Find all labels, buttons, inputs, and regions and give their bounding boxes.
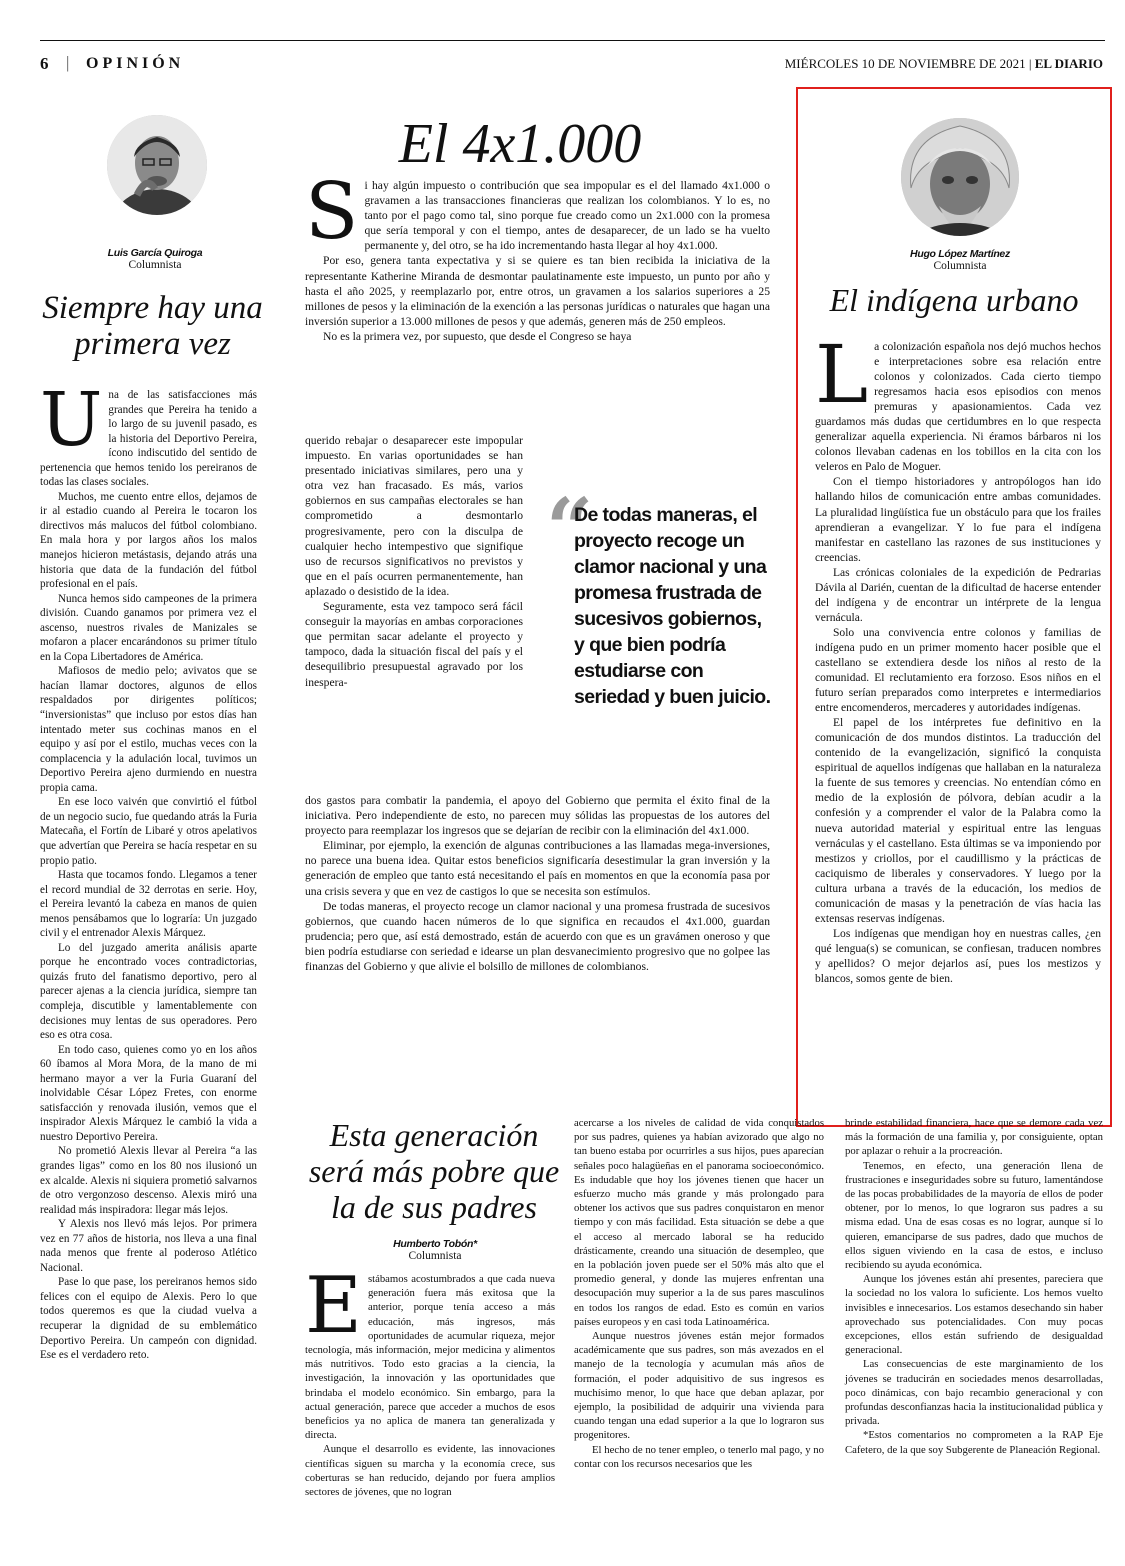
right-byline (855, 248, 1065, 272)
lower-article-col3: brinde estabilidad financiera, hace que se demore cada vez más la formación de una familia y, por consiguiente, optan por aplazar o rehuir a la procreación. Tenemos, en efecto, una generación llena de frustraciones e inseguridades sobre su futuro, lamentándose de las pocas probabilidades de la mayoría de ellos de poder obtener, por lo menos, lo que lograron sus padres a su misma edad. Una de esas cosas es no lograr, aunque sí lo quieren, emanciparse de sus padres, dado que muchos de ellos siguen viviendo en la casa de estos, e incluso recibiendo su ayuda económica. Aunque los jóvenes están ahí presentes, pareciera que la sociedad no los valora lo suficiente. Los hemos vuelto invisibles e innecesarios. Los estamos desechando sin haber aprovechado sus potencialidades. Con muy pocas excepciones, ellos están sufriendo de desigualdad generacional. Las consecuencias de este marginamiento de los jóvenes se traducirán en sociedades menos desarrolladas, poco dinámicas, con bajo recambio generacional y con profundas desconfianzas hacia la institucionalidad pública y privada. *Estos comentarios no comprometen a la RAP Eje Cafetero, de la que soy Subgerente de Planeación Regional. (845, 1117, 1103, 1456)
quote-mark-icon: “ (546, 481, 594, 577)
header-separator: | (66, 53, 70, 72)
right-article-body: La colonización española nos dejó muchos hechos e interpretaciones sobre esa relación entre colonos y colonizados. Cada cierto tiempo regresamos hacia esos episodios con menos premuras y apasionamientos. Cada vez guardamos más dudas que certidumbres en lo que respecta generalizar aquella experiencia. Ni éramos bárbaros ni los colonos llevaban cadenas en los tobillos en la cita con los veleros en Palo de Moguer. Con el tiempo historiadores y antropólogos han ido hallando hilos de comunicación entre ambas comunidades. La pluralidad lingüística fue un obstáculo para que los frailes aprendieran a evangelizar. Y lo fue para el indígena manifestar en castellano las razones de sus instituciones y creencias. Las crónicas coloniales de la expedición de Pedrarias Dávila al Darién, cuentan de la dificultad de hacerse entender del indígena y de encontrar un intérprete de la lengua vernácula. Solo una convivencia entre colonos y familias de indígena pudo en un primer momento hacer posible que el castellano se extendiera desde los niños al resto de la comunidad. El reclutamiento era forzoso. Esos niños en el futuro serían preparados como interpretes e intermediarios entre encomenderos, mercaderes y autoridades indígenas. El papel de los intérpretes fue definitivo en la comunicación de dos mundos distintos. La traducción del contenido de la evangelización, significó la conquista espiritual de aquellos indígenas que hallaban en la naturaleza la fuente de sus temores y creencias. No entendían cómo en medio de la explosión de pólvora, debían acudir a la confesión y a comprender el valor de la Palabra como la nueva autoridad material y espiritual entre las lenguas vernáculas y el castellano. Esta últimas se va imponiendo por mestizos y criollos, por el caudillismo y la prácticas de caciquismo de liberales y conservadores. Y luego por la cultura urbana a través de la educación, los medios de comunicación de masas y la penetración de vías hacia las extensas reservas indígenas. Los indígenas que mendigan hoy en nuestras calles, ¿en qué lengua(s) se comunican, se confiesan, traducen nombres y apellidos? O mejor dejarlos así, pues los mestizos y blancos, somos gente de bien. (815, 328, 1101, 985)
left-byline (55, 247, 255, 271)
avatar (901, 118, 1019, 236)
drop-cap: L (815, 328, 869, 421)
footnote: *Estos comentarios no comprometen a la RAP Eje Cafetero, de la que soy Subgerente de Planeación Regional. (845, 1429, 1103, 1456)
editorial-body-narrow: querido rebajar o desaparecer este impopular impuesto. En varias oportunidades se han presentado iniciativas similares, pero una y otra vez han fracasado. Es más, varios gobiernos en sus campañas electorales se han comprometido a desmontarlo progresivamente, pero con la disculpa de cualquier hecho intempestivo que signifique uso de recursos significativos no previstos y que en el país ocurren permanentemente, han aplazado o desistido de la idea. Seguramente, esta vez tampoco será fácil conseguir la mayorías en ambas corporaciones que permitan sacar adelante el proyecto y tampoco, dada la situación fiscal del país y el desequilibrio presupuestal agravado por los inespera- (305, 434, 523, 689)
article-title: Esta generación será más pobre que la de sus padres (308, 1117, 560, 1225)
publication-date: MIÉRCOLES 10 DE NOVIEMBRE DE 2021 (784, 56, 1026, 71)
pull-quote: De todas maneras, el proyecto recoge un clamor nacional y una promesa frustrada de sucesivos gobiernos, y que bien podría estudiarse con seriedad y buen juicio. (574, 504, 771, 708)
avatar (107, 115, 207, 215)
lower-article-col2: acercarse a los niveles de calidad de vida conquistados por sus padres, quienes ya habían avizorado que algo no tan bueno estaba por ocurrirles a sus hijos, pues aparecían señales poco halagüeñas en el panorama socioeconómico. Es indudable que hoy los jóvenes tienen que hacer un esfuerzo mucho más grande y más prolongado para obtener los activos que sus padres conquistaron en menor tiempo y con más facilidad. Esta situación se debe a que el acceso al mercado laboral se ha reducido drásticamente, creando una situación de desempleo, que en la población joven puede ser el 50% más alto que el promedio general, y donde las mujeres enfrentan una desocupación muy superior a la de sus pares masculinos en todos los rangos de edad. Esto es común en varios países europeos y en casi toda Latinoamérica. Aunque nuestros jóvenes están mejor formados académicamente que sus padres, son más avezados en el manejo de la tecnología y acumulan más años de formación, el poder adquisitivo de sus ingresos es muchísimo menor, lo que hace que deban aplazar, por ejemplo, la posibilidad de adquirir una vivienda para cuando tengan una edad superior a la que lo lograron sus progenitores. El hecho de no tener empleo, o tenerlo mal pago, y no contar con los recursos necesarios que les (574, 1117, 824, 1470)
article-title: El indígena urbano (829, 282, 1079, 318)
drop-cap: U (40, 377, 103, 463)
header-rule (40, 40, 1105, 41)
lower-byline (330, 1238, 540, 1262)
author-role: Columnista (408, 1250, 462, 1262)
page-number: 6 (40, 54, 49, 73)
article-title: Siempre hay una primera vez (42, 290, 263, 362)
header-date-line: MIÉRCOLES 10 DE NOVIEMBRE DE 2021 | EL DIARIO (784, 56, 1103, 71)
author-role: Columnista (128, 259, 182, 271)
editorial-title: El 4x1.000 (398, 113, 642, 175)
section-name: OPINIÓN (86, 55, 185, 72)
drop-cap: S (305, 167, 359, 257)
left-article-body: Una de las satisfacciones más grandes que Pereira ha tenido a lo largo de su juvenil pasado, es la historia del Deportivo Pereira, ícono indiscutido del sentido de pertenencia que hemos tenido los pereiranos de todas las clases sociales. Muchos, me cuento entre ellos, dejamos de ir al estadio cuando al Pereira le tocaron los directivos más malucos del fútbol colombiano. En mala hora y por largos años los malos manejos hicieron metástasis, dejando atrás una historia que data de la fundación del fútbol profesional en el país. Nunca hemos sido campeones de la primera división. Cuando ganamos por primera vez el ascenso, nuestros rivales de Manizales se mofaron a placer encarándonos su primer título en la Copa Libertadores de América. Mafiosos de medio pelo; avivatos que se hacían llamar doctores, algunos de ellos respaldados por dirigentes políticos; “inversionistas” que incluso por estos días han intentado meter sus cochinas manos en el equipo y así por el estilo, muchas veces con la complacencia y la adulación local, tuvimos un Deportivo Pereira ajeno durmiendo en nuestra propia cama. En ese loco vaivén que convirtió el fútbol de un negocio sucio, fue quedando atrás la Furia Matecaña, el Fortín de Libaré y otros apelativos que advertían que Pereira se hacía respetar en su propio patio. Hasta que tocamos fondo. Llegamos a tener el record mundial de 32 derrotas en serie. Hoy, el Pereira levantó la cabeza en manos de quien menos pensábamos que lo lograría: Un juzgado civil y el entrenador Alexis Márquez. Lo del juzgado amerita análisis aparte porque he encontrado voces contradictorias, quizás fruto del fanatismo deportivo, pero al parecer ajenas a la ciencia jurídica, siempre tan compleja, discutible y lamentablemente con decisiones muy lentas de sus operadores. Pero eso es otra cosa. En todo caso, quienes como yo en los años 60 íbamos al Mora Mora, de la mano de mi hermano mayor a ver la Furia Guaraní del inolvidable César López Fretes, con enorme satisfacción y renovada ilusión, vemos que el inspirador Alexis Márquez le cambió la vida a nuestro Deportivo Pereira. No prometió Alexis llevar al Pereira “a las grandes ligas” como en los 80 nos ilusionó un ex alcalde. Alexis ni siquiera prometió salvarnos de otro vergonzoso descenso. Alexis miró una realidad más inspiradora: llegar más lejos. Y Alexis nos llevó más lejos. Por primera vez en 77 años de historia, nos lleva a una final nada menos que frente al poderoso Atlético Nacional. Pase lo que pase, los pereiranos hemos sido felices con el equipo de Alexis. Pero lo que todos queremos es que la ciudad vuelva a recuperar la dignidad de su emblemático Deportivo Pereira. Un campeón con dignidad. Ese es el verdadero reto. (40, 377, 257, 1362)
drop-cap: E (305, 1261, 362, 1351)
newspaper-name: EL DIARIO (1034, 56, 1103, 71)
author-name: Hugo López Martínez (910, 248, 1010, 260)
author-name: Humberto Tobón* (393, 1238, 477, 1250)
author-name: Luis García Quiroga (107, 247, 203, 259)
editorial-body-top: Si hay algún impuesto o contribución que sea impopular es el del llamado 4x1.000 o gravamen a las transacciones financieras que realizan los colombianos. Y lo es, no tanto por el pago como tal, sino porque fue creado como un 2x1.000 con la promesa que sería temporal y con el tiempo, antes de desaparecer, de un lado se ha vuelto permanente y, del otro, se ha ido incrementando hasta llegar al hoy 4x1.000. Por eso, genera tanta expectativa y si se quiere es tan bien recibida la iniciativa de la representante Katherine Miranda de desmontar paulatinamente este impuesto, un punto por año y hasta el año 2025, y reemplazarlo por, entre otros, un gravamen a los salarios superiores a 25 millones de pesos y la eliminación de la exención a las personas jurídicas o naturales que hagan una inversión superior a 13.000 millones de pesos y que además, generen más de 250 empleos. No es la primera vez, por supuesto, que desde el Congreso se haya (305, 167, 770, 343)
author-role: Columnista (933, 260, 987, 272)
lower-article-col1: Estábamos acostumbrados a que cada nueva generación fuera más exitosa que la anterior, porque tenía acceso a más educación, más ingresos, más oportunidades de acumular riqueza, mejor tecnología, más información, mejor medicina y alimentos más nutritivos. Todo esto gracias a la ciencia, la investigación, la innovación y las oportunidades que brindaba el modelo económico. Sin embargo, para la actual generación, parece que acceder a muchos de esos beneficios ya no aplica de manera tan generalizada y directa. Aunque el desarrollo es evidente, las innovaciones científicas siguen su marcha y la economía crece, sus coberturas se han reducido, dejando por fuera amplios sectores de jóvenes, que no logran (305, 1261, 555, 1499)
editorial-body-bottom: dos gastos para combatir la pandemia, el apoyo del Gobierno que permita el éxito final de la iniciativa. Pero independiente de esto, no parecen muy sólidas las propuestas de los autores del proyecto para reemplazar los ingresos que se dejarían de recibir con la eliminación del 4x1.000. Eliminar, por ejemplo, la exención de algunas contribuciones a las llamadas mega-inversiones, no parece una buena idea. Quitar estos beneficios significaría desestimular la gran inversión y la generación de empleo que tanto está necesitando el país en momentos en que la economía pasa por una crisis severa y que en vez de castigos lo que se necesita son estímulos. De todas maneras, el proyecto recoge un clamor nacional y una promesa frustrada de sucesivos gobiernos, que cuando hacen números de lo que significa en recaudos el 4x1.000, guardan prudencia; pero que, así está demostrado, están de acuerdo con que es un gravámen oneroso y que bien podría estudiarse con seriedad e idearse un plan desvanecimiento progresivo que no golpee las finanzas del Gobierno y que alivie el bolsillo de millones de colombianos. (305, 794, 770, 974)
